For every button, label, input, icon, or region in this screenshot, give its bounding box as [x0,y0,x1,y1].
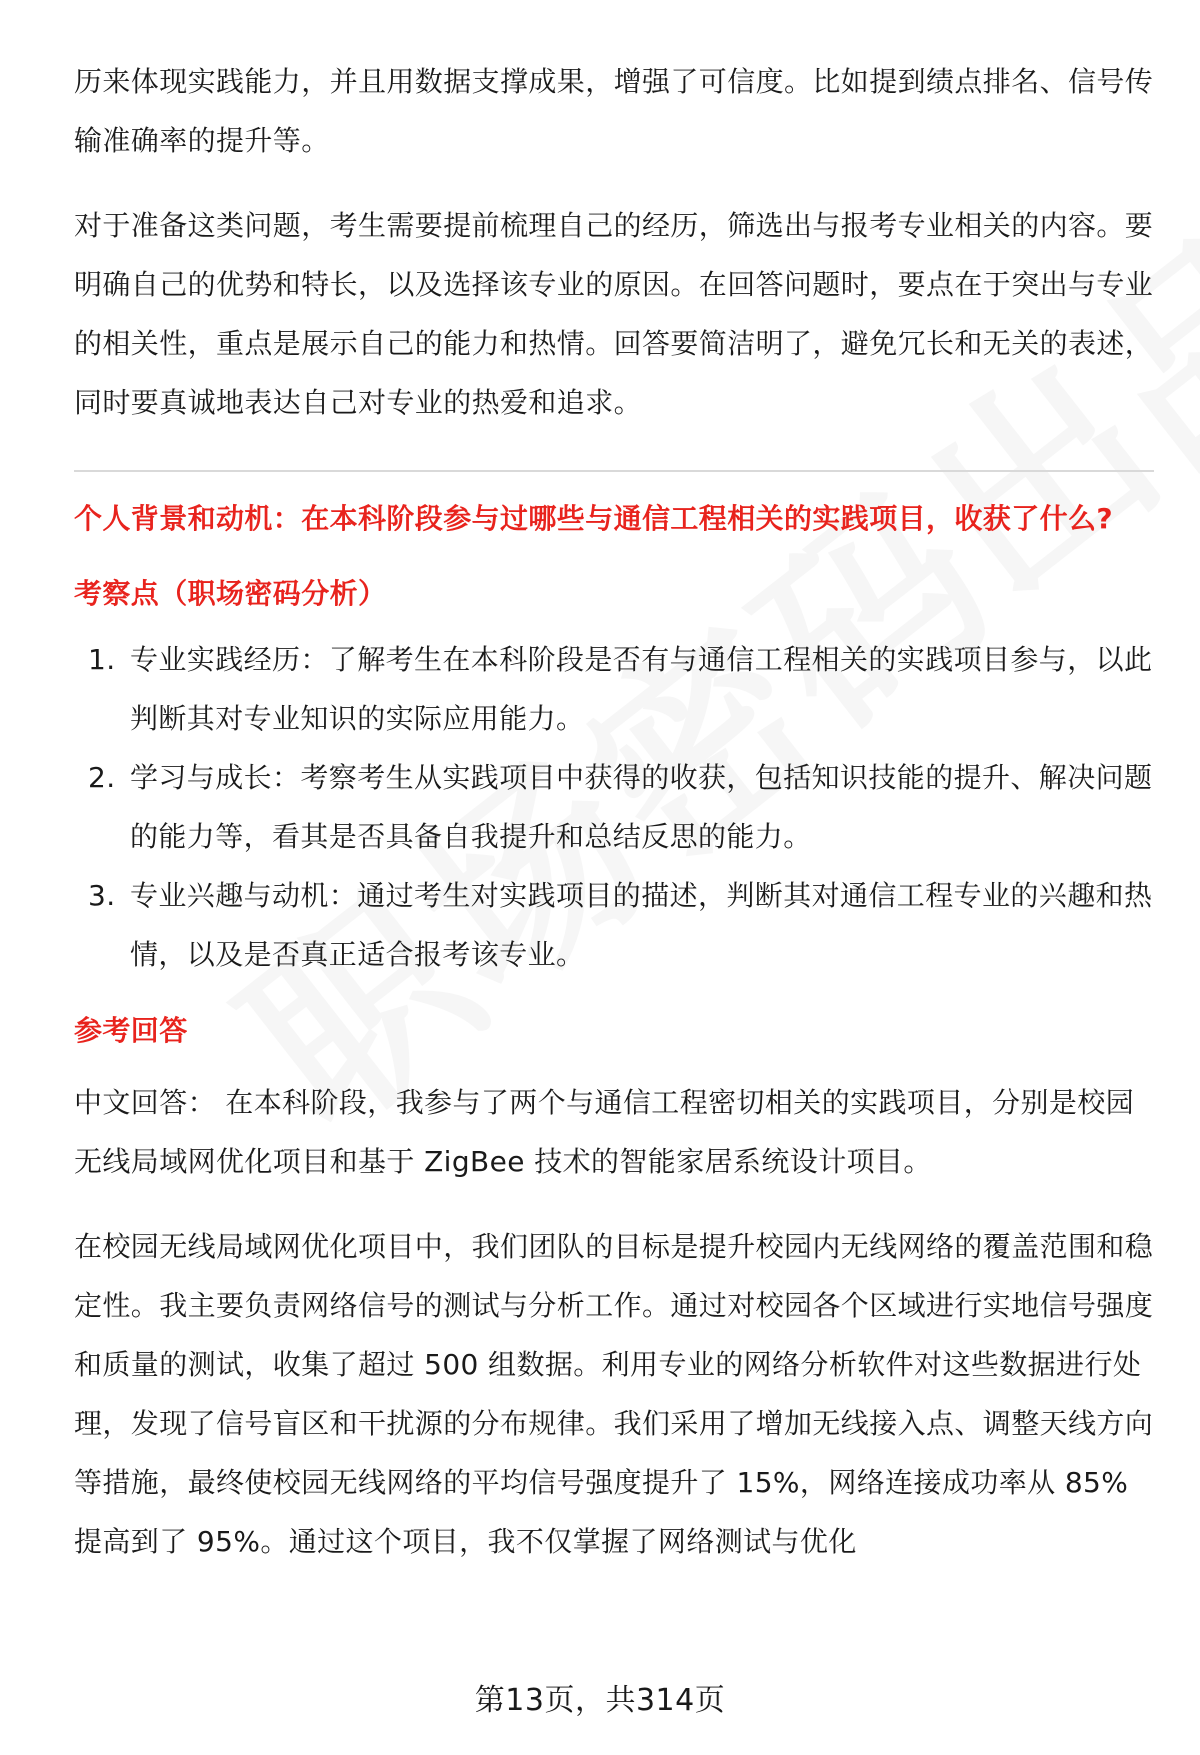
points-list [74,630,1154,984]
list-number: 1. [88,643,116,676]
points-heading: 考察点（职场密码分析） [74,577,387,610]
list-item [74,866,1154,984]
answer-paragraph-1: 中文回答： 在本科阶段，我参与了两个与通信工程密切相关的实践项目，分别是校园无线局域网优化项目和基于 ZigBee 技术的智能家居系统设计项目。 [74,1086,1135,1178]
list-text: 专业实践经历：了解考生在本科阶段是否有与通信工程相关的实践项目参与，以此判断其对专业知识的实际应用能力。 [130,643,1153,735]
answer-heading: 参考回答 [74,1014,188,1047]
answer-paragraph-2: 在校园无线局域网优化项目中，我们团队的目标是提升校园内无线网络的覆盖范围和稳定性。我主要负责网络信号的测试与分析工作。通过对校园各个区域进行实地信号强度和质量的测试，收集了超过 500 组数据。利用专业的网络分析软件对这些数据进行处理，发现了信号盲区和干扰源的分布规律。我们采用了增加无线接入点、调整天线方向等措施，最终使校园无线网络的平均信号强度提升了 15%，网络连接成功率从 85%提高到了 95%。通过这个项目，我不仅掌握了网络测试与优化 [74,1230,1154,1558]
list-text: 专业兴趣与动机：通过考生对实践项目的描述，判断其对通信工程专业的兴趣和热情，以及是否真正适合报考该专业。 [130,879,1153,971]
question-title: 个人背景和动机：在本科阶段参与过哪些与通信工程相关的实践项目，收获了什么? [74,502,1114,535]
page-number-footer: 第13页，共314页 [474,1683,726,1718]
list-item [74,630,1154,748]
intro-paragraph-1: 历来体现实践能力，并且用数据支撑成果，增强了可信度。比如提到绩点排名、信号传输准确率的提升等。 [74,65,1154,157]
section-divider [74,470,1154,472]
list-number: 2. [88,761,116,794]
page-content [74,52,1154,1571]
list-item [74,748,1154,866]
list-text: 学习与成长：考察考生从实践项目中获得的收获，包括知识技能的提升、解决问题的能力等，看其是否具备自我提升和总结反思的能力。 [130,761,1153,853]
intro-paragraph-2: 对于准备这类问题，考生需要提前梳理自己的经历，筛选出与报考专业相关的内容。要明确自己的优势和特长，以及选择该专业的原因。在回答问题时，要点在于突出与专业的相关性，重点是展示自己的能力和热情。回答要简洁明了，避免冗长和无关的表述，同时要真诚地表达自己对专业的热爱和追求。 [74,209,1154,419]
list-number: 3. [88,879,116,912]
